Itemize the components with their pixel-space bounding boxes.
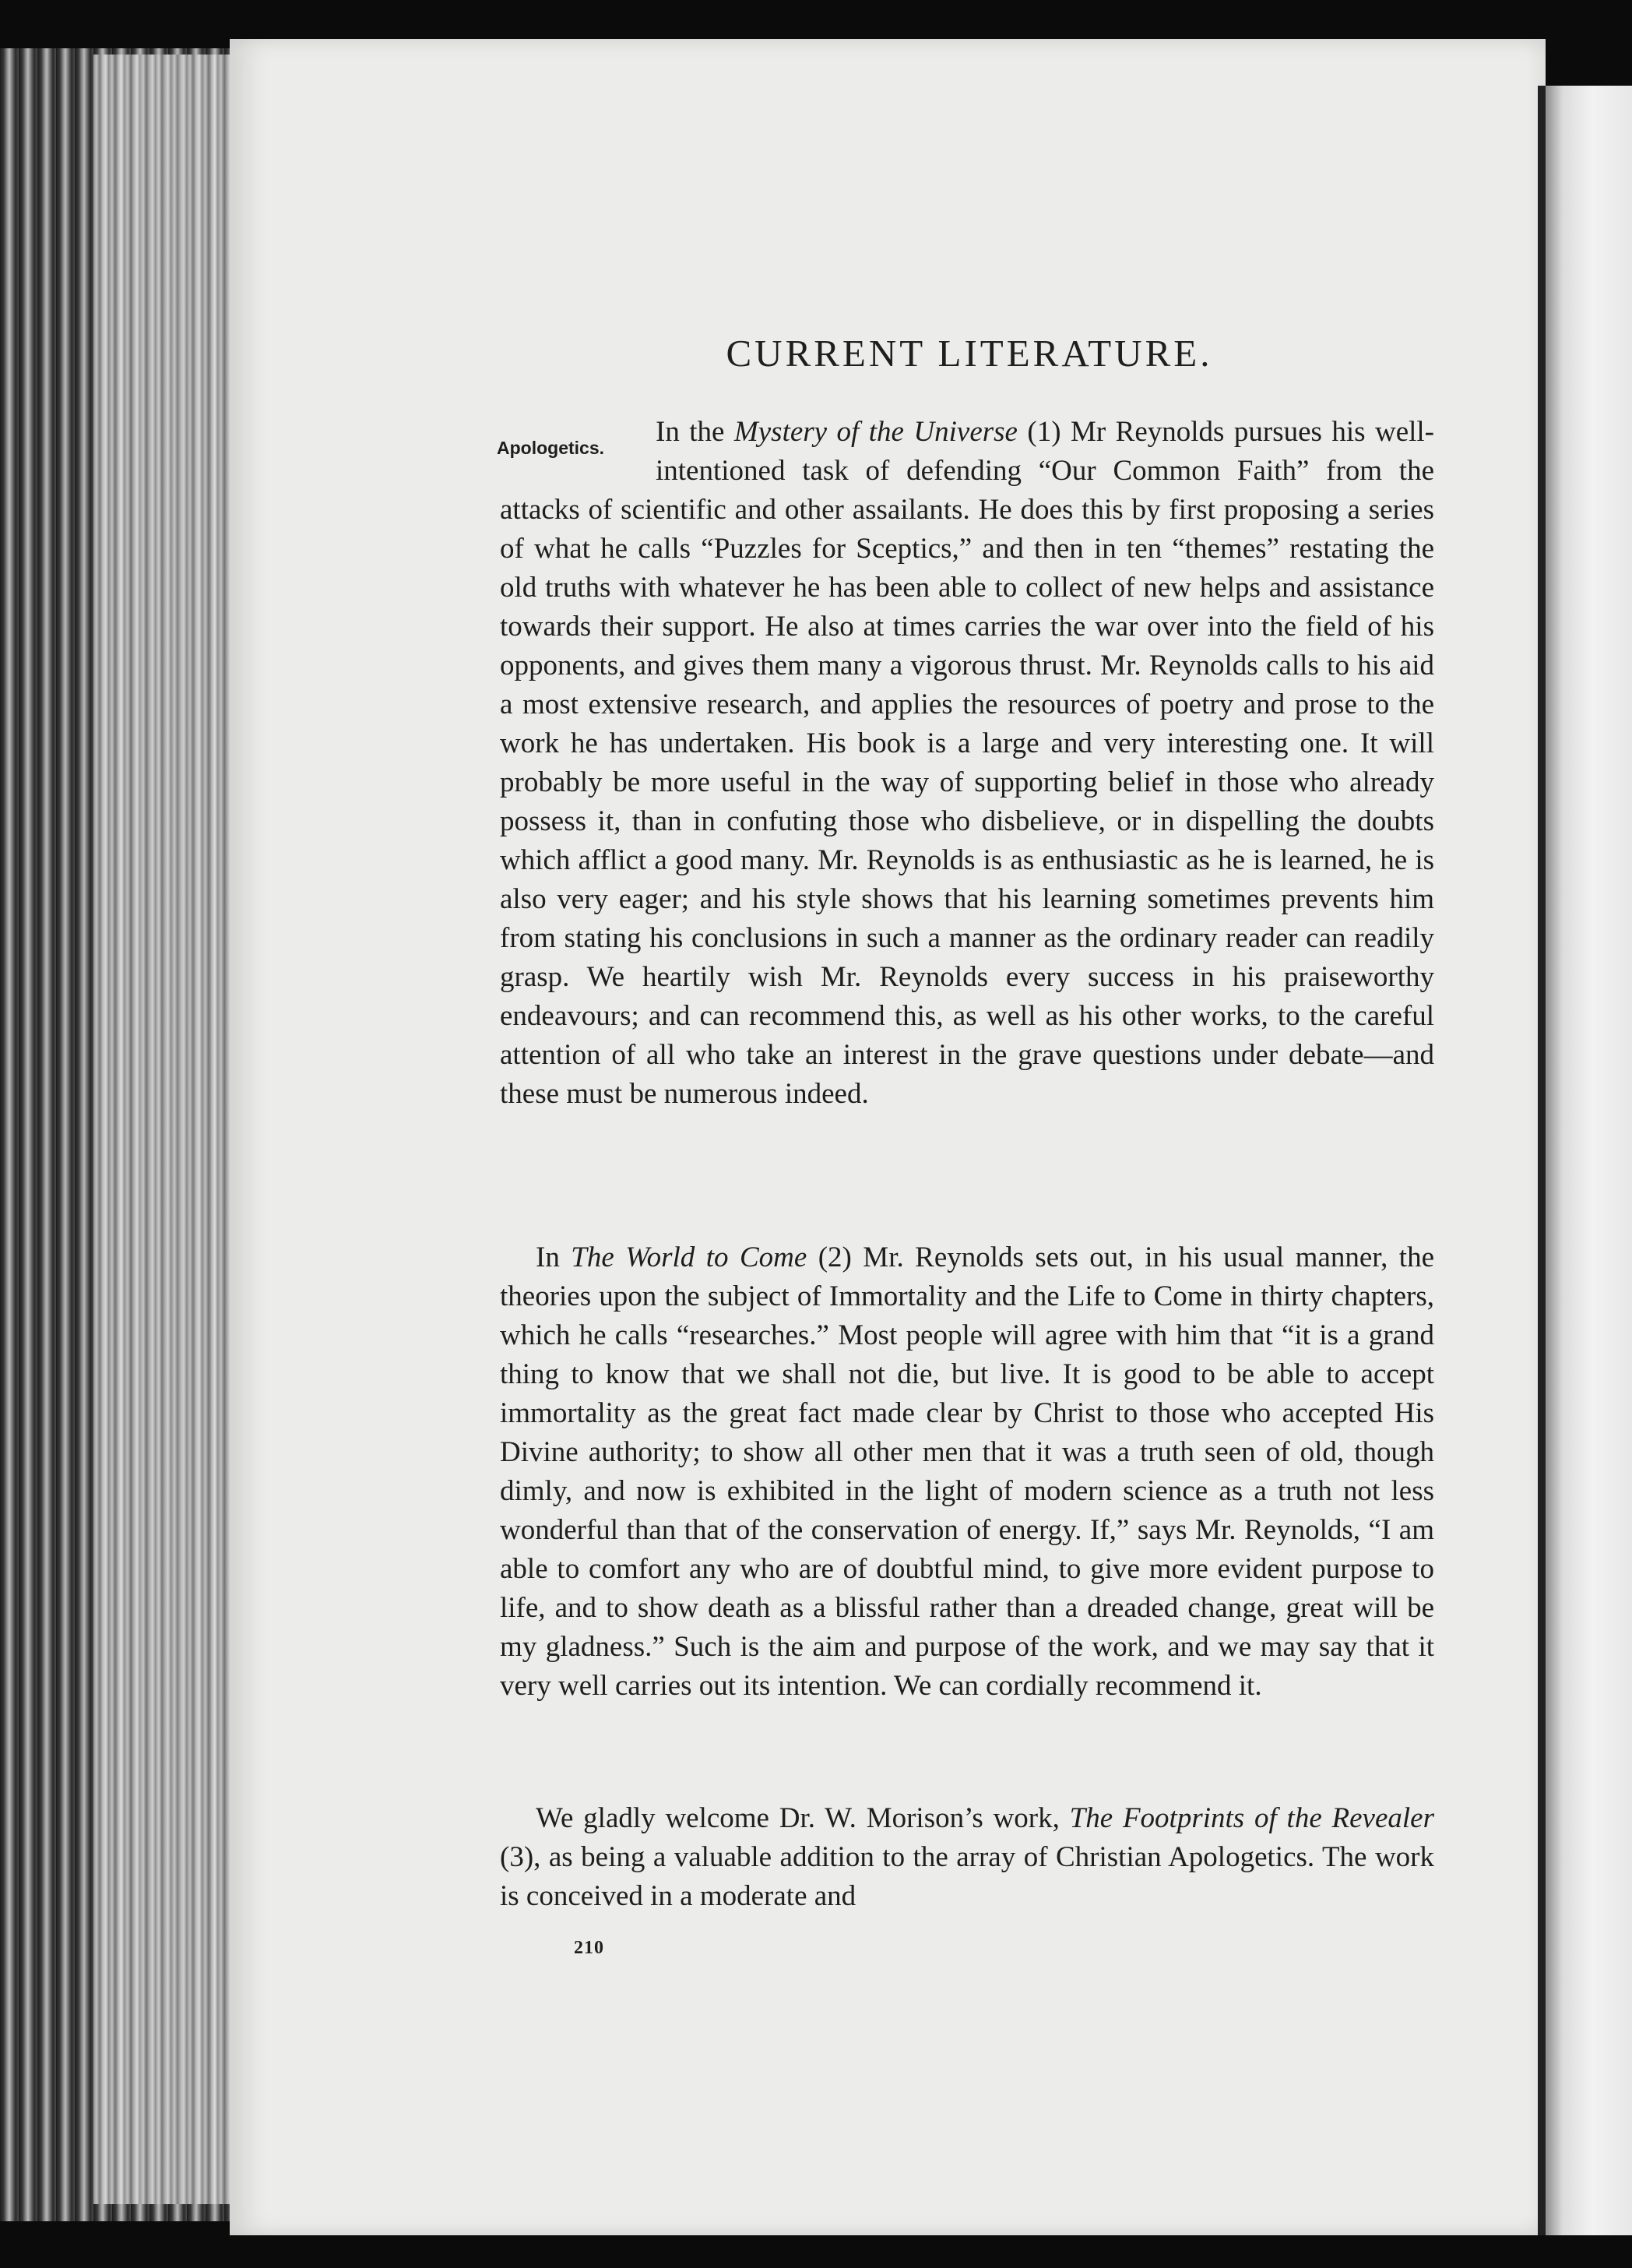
sidenote-gap	[500, 413, 656, 491]
paragraph-3-lead: We gladly welcome Dr. W. Morison’s work,	[536, 1802, 1070, 1834]
paragraph-3-book-title: The Footprints of the Revealer	[1069, 1802, 1434, 1834]
paragraph-1-lead: In the	[656, 416, 734, 448]
paragraph-3	[500, 1799, 1434, 1916]
paragraph-2	[500, 1238, 1434, 1706]
paragraph-2-book-title: The World to Come	[571, 1241, 807, 1273]
paragraph-1	[500, 413, 1434, 1114]
page-edges-highlight	[93, 55, 234, 2204]
paragraph-2-body: (2) Mr. Reynolds sets out, in his usual manner, the theories upon the subject of Immortality and the Life to Come in thirty chapters, which he calls “researches.” Most people will agree with him that “it is a grand thing to know that we shall not die, but live. It is good to be able to accept immortality as the great fact made clear by Christ to those who accepted His Divine authority; to show all other men that it was a truth seen of old, though dimly, and now is exhibited in the light of modern science as a truth not less wonderful than that of the conservation of energy. If,” says Mr. Reynolds, “I am able to comfort any who are of doubtful mind, to give more evident purpose to life, and to show death as a blissful rather than a dreaded change, great will be my gladness.” Such is the aim and purpose of the work, and we may say that it very well carries out its intention. We can cordially recommend it.	[500, 1241, 1434, 1702]
paragraph-1-body: (1) Mr Reynolds pursues his well-intentioned task of defending “Our Common Faith” from the attacks of scientific and other assailants. He does this by first proposing a series of what he calls “Puzzles for Sceptics,” and then in ten “themes” restating the old truths with whatever he has been able to collect of new helps and assistance towards their support. He also at times carries the war over into the field of his opponents, and gives them many a vigorous thrust. Mr. Reynolds calls to his aid a most extensive research, and applies the resources of poetry and prose to the work he has undertaken. His book is a large and very interesting one. It will probably be more useful in the way of supporting belief in those who already possess it, than in confuting those who disbelieve, or in dispelling the doubts which afflict a good many. Mr. Reynolds is as enthusiastic as he is learned, he is also very eager; and his style shows that his learning sometimes prevents him from stating his conclusions in such a manner as the ordinary reader can readily grasp. We heartily wish Mr. Reynolds every success in his praiseworthy endeavours; and can recommend this, as well as his other works, to the careful attention of all who take an interest in the grave questions under debate—and these must be numerous indeed.	[500, 416, 1435, 1110]
margin-note: Apologetics.	[497, 438, 605, 458]
paragraph-1-book-title: Mystery of the Universe	[733, 416, 1018, 448]
paragraph-2-lead: In	[536, 1241, 572, 1273]
page-number: 210	[574, 1938, 604, 1958]
facing-page-edge	[1546, 86, 1632, 2235]
page-title: CURRENT LITERATURE.	[726, 332, 1213, 375]
paragraph-3-body: (3), as being a valuable addition to the array of Christian Apologetics. The work is conceived in a moderate and	[500, 1841, 1434, 1912]
